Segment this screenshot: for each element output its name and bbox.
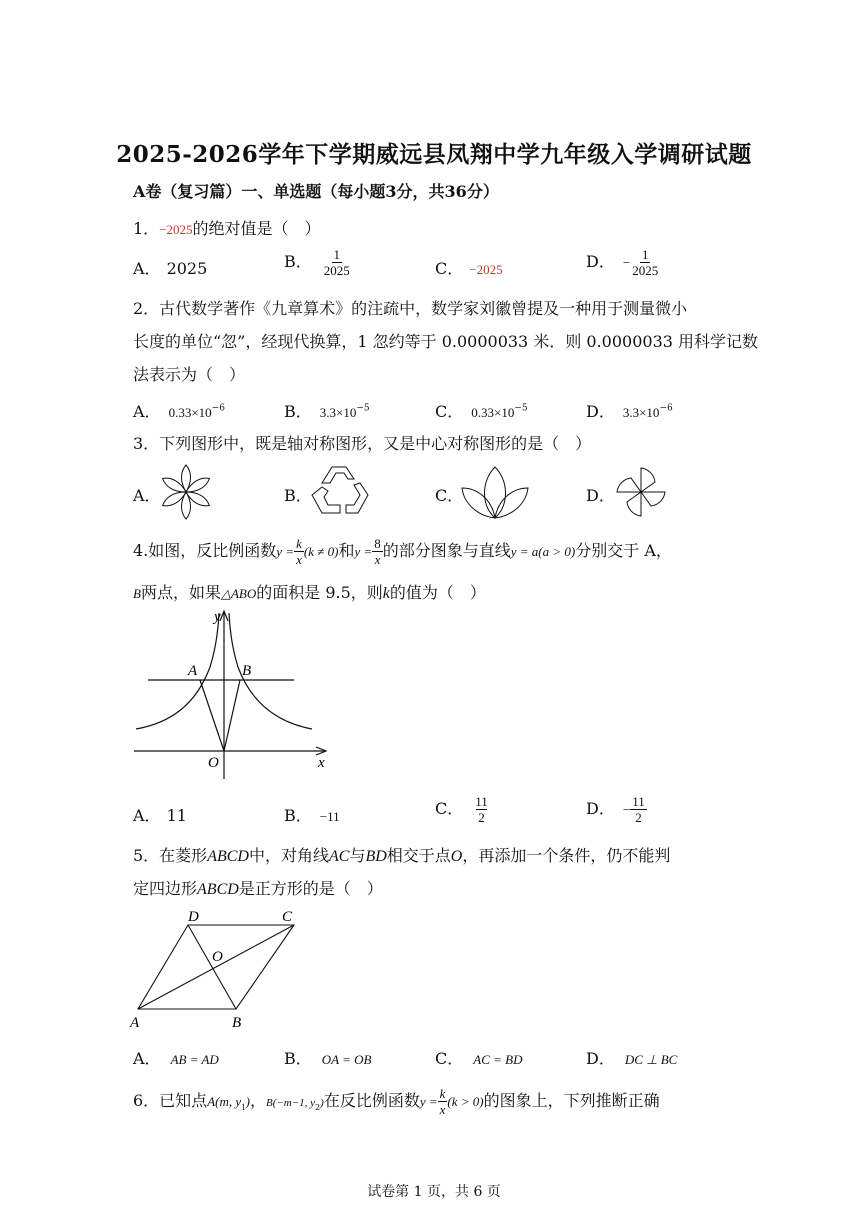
q1-option-b[interactable]: B． $\frac{1}{2025}$ bbox=[284, 247, 350, 278]
q4-graph bbox=[130, 605, 340, 785]
y-axis-label: y bbox=[214, 609, 221, 625]
q5-line-1: 5．在菱形ABCD中，对角线AC与BD相交于点O，再添加一个条件，仍不能判 bbox=[133, 846, 671, 865]
q2-line-2: 长度的单位“忽”，经现代换算，1 忽约等于 0.0000033 米．则 0.0000033 用科学记数 bbox=[133, 332, 759, 351]
q3-figure-c-lotus bbox=[460, 464, 530, 520]
left-hyperbola bbox=[136, 613, 219, 729]
diagonal-ac bbox=[138, 925, 294, 1009]
q3-figure-a-flower bbox=[160, 463, 212, 521]
question-3: 3．下列图形中，既是轴对称图形，又是中心对称图形的是（ ） bbox=[133, 434, 592, 453]
vertex-b-label: B bbox=[232, 1015, 242, 1031]
q5-option-a[interactable]: A． AB = AD bbox=[133, 1049, 219, 1068]
exam-title: 2025-2026学年下学期威远县凤翔中学九年级入学调研试题 bbox=[116, 141, 752, 168]
q2-option-a[interactable]: A． $0.33\times 10^{-6}$ bbox=[133, 402, 225, 421]
q3-option-d-label[interactable]: D． bbox=[586, 486, 615, 505]
question-1: 1．−2025的绝对值是（ ） bbox=[133, 219, 321, 238]
q3-option-c-label[interactable]: C． bbox=[435, 486, 464, 505]
q2-option-d[interactable]: D． $3.3\times 10^{-6}$ bbox=[586, 402, 673, 421]
vertex-d-label: D bbox=[188, 909, 199, 925]
point-b-label: B bbox=[242, 663, 252, 679]
vertex-a-label: A bbox=[130, 1015, 140, 1031]
q5-option-b[interactable]: B． OA = OB bbox=[284, 1049, 372, 1068]
q4-option-c[interactable]: C． $\frac{11}{2}$ bbox=[435, 794, 488, 825]
q1-option-d[interactable]: D． − $\frac{1}{2025}$ bbox=[586, 247, 659, 278]
q5-line-2: 定四边形ABCD是正方形的是（ ） bbox=[133, 879, 383, 898]
section-heading: A卷（复习篇）一、单选题（每小题3分，共36分） bbox=[133, 182, 499, 201]
q6-line-1: 6．已知点A(m, $y_1$)，B(−m−1, $y_2$)在反比例函数y = $\frac{k}{x}$ (k > 0)的图象上，下列推断正确 bbox=[133, 1086, 660, 1117]
segment-bo bbox=[224, 680, 240, 751]
q2-line-1: 2．古代数学著作《九章算术》的注疏中，数学家刘徽曾提及一种用于测量微小 bbox=[133, 299, 688, 318]
q1-option-c[interactable]: C． −2025 bbox=[435, 259, 503, 278]
q3-figure-b-recycle bbox=[310, 465, 370, 519]
q4-option-a[interactable]: A． 11 bbox=[133, 806, 187, 825]
q2-line-3: 法表示为（ ） bbox=[133, 365, 246, 384]
vertex-c-label: C bbox=[282, 909, 293, 925]
q2-option-b[interactable]: B． $3.3\times 10^{-5}$ bbox=[284, 402, 370, 421]
diagonal-bd bbox=[188, 925, 236, 1009]
q3-figure-d-pinwheel bbox=[612, 464, 670, 520]
center-o-label: O bbox=[212, 949, 223, 965]
q5-rhombus-figure bbox=[128, 905, 308, 1033]
q4-option-d[interactable]: D． − $\frac{11}{2}$ bbox=[586, 794, 645, 825]
q5-option-d[interactable]: D． DC ⊥ BC bbox=[586, 1049, 678, 1068]
point-a-label: A bbox=[188, 663, 198, 679]
q3-option-a-label[interactable]: A． bbox=[133, 486, 161, 505]
segment-ao bbox=[200, 680, 224, 751]
page-footer: 试卷第 1 页，共 6 页 bbox=[367, 1184, 501, 1200]
q5-option-c[interactable]: C． AC = BD bbox=[435, 1049, 523, 1068]
q2-option-c[interactable]: C． $0.33\times 10^{-5}$ bbox=[435, 402, 528, 421]
q3-option-b-label[interactable]: B． bbox=[284, 486, 312, 505]
origin-label: O bbox=[208, 755, 219, 771]
q4-option-b[interactable]: B． −11 bbox=[284, 806, 340, 825]
q4-line-2: B两点，如果△ABO的面积是 9.5，则k的值为（ ） bbox=[133, 583, 486, 602]
q1-option-a[interactable]: A． 2025 bbox=[133, 259, 208, 278]
q4-line-1: 4.如图，反比例函数y = $\frac{k}{x}$ (k ≠ 0)和y = $\frac{8}{x}$ 的部分图象与直线y = a(a > 0)分别交于 A， bbox=[133, 536, 672, 567]
x-axis-label: x bbox=[318, 755, 325, 771]
q1-expr: −2025 bbox=[159, 222, 193, 237]
